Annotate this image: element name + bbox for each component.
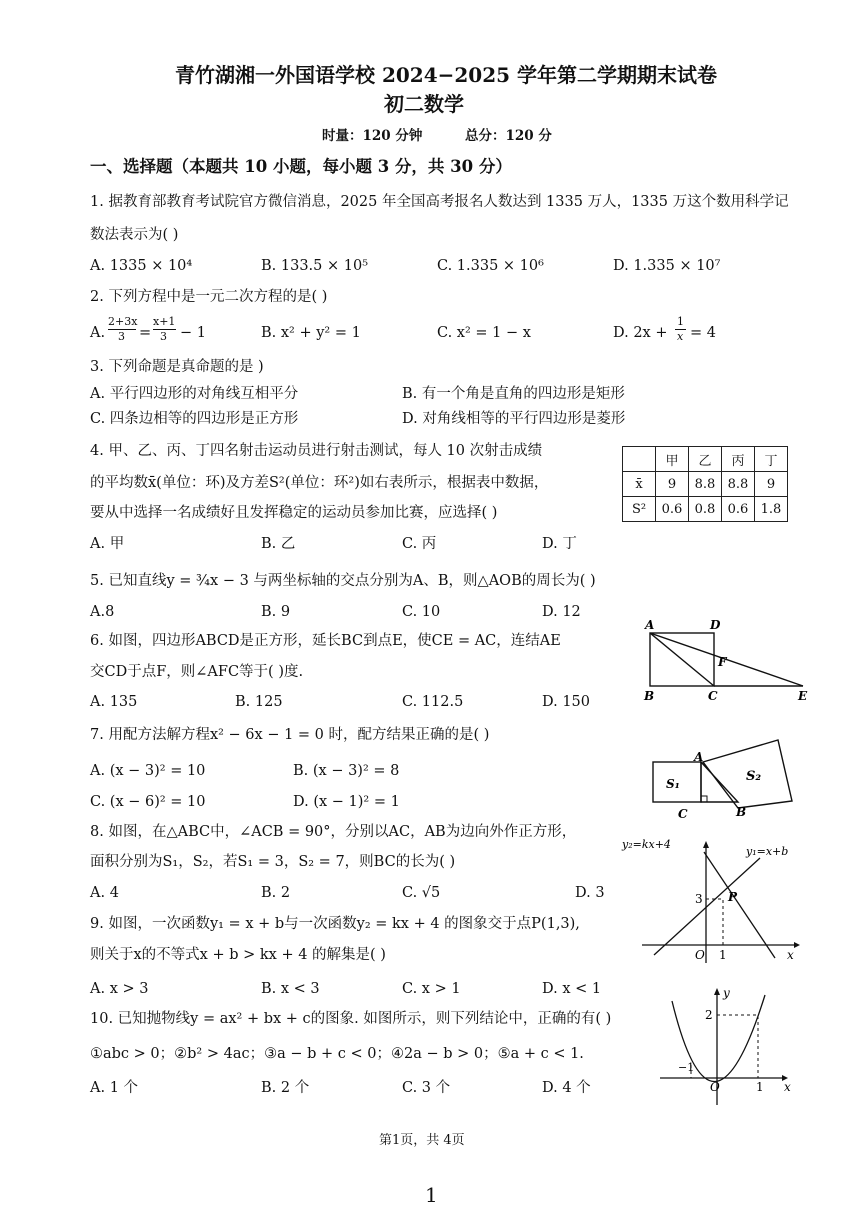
q3-option-a: A. 平行四边形的对角线互相平分 <box>90 386 299 402</box>
q8-option-d: D. 3 <box>575 885 605 901</box>
y-axis-arrow-icon <box>703 841 709 848</box>
q2-a-num2: x+1 <box>153 315 176 328</box>
label-two: 2 <box>705 1008 713 1022</box>
q2-a-equal: = <box>139 325 152 341</box>
x-axis-arrow-icon <box>794 942 800 948</box>
q8-figure <box>640 710 790 825</box>
q3-option-d: D. 对角线相等的平行四边形是菱形 <box>402 411 626 427</box>
q10-figure <box>660 985 795 1110</box>
q4-stem-line2: 的平均数x̄(单位：环)及方差S²(单位：环²)如右表所示，根据表中数据， <box>90 475 549 491</box>
q9-stem-line1: 9. 如图，一次函数y₁ = x + b与一次函数y₂ = kx + 4 的图象交于点P(1,3), <box>90 916 580 932</box>
q10-conditions: ①abc > 0；②b² > 4ac；③a − b + c < 0；④2a − b > 0；⑤a + c < 1. <box>90 1046 584 1062</box>
table-cell: 丁 <box>755 447 788 472</box>
q2-option-d-prefix: D. 2x + <box>613 325 668 341</box>
q8-option-b: B. 2 <box>261 885 291 901</box>
label-one: 1 <box>756 1080 764 1094</box>
exam-title: 青竹湖湘一外国语学校 2024−2025 学年第二学期期末试卷 <box>175 63 718 87</box>
q4-stem-line1: 4. 甲、乙、丙、丁四名射击运动员进行射击测试，每人 10 次射击成绩 <box>90 443 543 459</box>
label-y: y <box>723 986 730 1000</box>
q1-option-b: B. 133.5 × 10⁵ <box>261 258 369 274</box>
q4-option-b: B. 乙 <box>261 536 296 552</box>
table-cell: 9 <box>755 472 788 497</box>
q10-option-c: C. 3 个 <box>402 1080 451 1096</box>
table-cell: 0.6 <box>722 497 755 522</box>
q1-stem-line1: 1. 据教育部教育考试院官方微信消息，2025 年全国高考报名人数达到 1335 万人，1335 万这个数用科学记 <box>90 194 789 210</box>
q7-option-a: A. (x − 3)² = 10 <box>90 763 206 779</box>
q7-stem: 7. 用配方法解方程x² − 6x − 1 = 0 时，配方结果正确的是( ) <box>90 727 490 743</box>
q6-figure <box>640 618 820 703</box>
q9-option-a: A. x > 3 <box>90 981 149 997</box>
q6-option-b: B. 125 <box>235 694 283 710</box>
table-cell: S² <box>623 497 656 522</box>
label-d: D <box>710 618 721 632</box>
label-origin: O <box>695 948 705 962</box>
q5-stem: 5. 已知直线y = ¾x − 3 与两坐标轴的交点分别为A、B，则△AOB的周长为( ) <box>90 573 596 589</box>
table-row <box>623 497 788 522</box>
q10-stem: 10. 已知抛物线y = ax² + bx + c的图象. 如图所示，则下列结论中，正确的有( ) <box>90 1011 612 1027</box>
exam-subject: 初二数学 <box>384 92 464 116</box>
q6-option-a: A. 135 <box>90 694 138 710</box>
table-cell: 0.8 <box>689 497 722 522</box>
label-e: E <box>798 689 808 703</box>
exam-time: 时量：120 分钟 <box>322 128 423 144</box>
label-three: 3 <box>695 892 703 906</box>
table-cell: 丙 <box>722 447 755 472</box>
q8-option-a: A. 4 <box>90 885 119 901</box>
q4-stem-line3: 要从中选择一名成绩好且发挥稳定的运动员参加比赛，应选择( ) <box>90 505 498 521</box>
q2-a-tail: − 1 <box>180 325 206 341</box>
q2-option-b: B. x² + y² = 1 <box>261 325 361 341</box>
label-c: C <box>678 807 688 821</box>
q5-option-a: A.8 <box>90 604 115 620</box>
q3-stem: 3. 下列命题是真命题的是 ) <box>90 359 264 375</box>
guide-x1 <box>717 1015 758 1078</box>
q6-option-d: D. 150 <box>542 694 591 710</box>
q2-option-a-prefix: A. <box>90 325 106 341</box>
label-one: 1 <box>719 948 727 962</box>
q3-option-b: B. 有一个角是直角的四边形是矩形 <box>402 386 625 402</box>
q9-option-b: B. x < 3 <box>261 981 320 997</box>
q1-option-d: D. 1.335 × 10⁷ <box>613 258 721 274</box>
q6-option-c: C. 112.5 <box>402 694 464 710</box>
q5-option-c: C. 10 <box>402 604 441 620</box>
label-minus-one: −1 <box>678 1061 695 1074</box>
q9-option-d: D. x < 1 <box>542 981 602 997</box>
q5-option-d: D. 12 <box>542 604 581 620</box>
q2-option-c: C. x² = 1 − x <box>437 325 531 341</box>
q9-stem-line2: 则关于x的不等式x + b > kx + 4 的解集是( ) <box>90 947 386 963</box>
q7-option-d: D. (x − 1)² = 1 <box>293 794 400 810</box>
label-y2: y₂=kx+4 <box>622 838 671 851</box>
y-axis-arrow-icon <box>714 988 720 995</box>
q2-stem: 2. 下列方程中是一元二次方程的是( ) <box>90 289 328 305</box>
line-y2 <box>704 852 775 958</box>
label-b: B <box>644 689 655 703</box>
section-heading: 一、选择题（本题共 10 小题，每小题 3 分，共 30 分） <box>90 157 512 176</box>
label-a: A <box>645 618 655 632</box>
q1-option-c: C. 1.335 × 10⁶ <box>437 258 544 274</box>
page-footer: 第1页，共 4页 <box>379 1133 465 1148</box>
q2-d-den: x <box>677 330 684 343</box>
table-cell: 乙 <box>689 447 722 472</box>
q8-option-c: C. √5 <box>402 885 441 901</box>
table-row <box>623 472 788 497</box>
q10-option-d: D. 4 个 <box>542 1080 591 1096</box>
page-number: 1 <box>425 1183 438 1207</box>
table-cell: 1.8 <box>755 497 788 522</box>
label-x: x <box>787 948 794 962</box>
table-cell: 甲 <box>656 447 689 472</box>
q4-stats-table <box>622 446 788 522</box>
label-p: P <box>728 890 738 904</box>
table-cell: 8.8 <box>689 472 722 497</box>
table-cell: 8.8 <box>722 472 755 497</box>
q2-a-den2: 3 <box>160 330 167 343</box>
q10-option-b: B. 2 个 <box>261 1080 310 1096</box>
q6-stem-line1: 6. 如图，四边形ABCD是正方形，延长BC到点E，使CE = AC，连结AE <box>90 633 561 649</box>
q7-option-c: C. (x − 6)² = 10 <box>90 794 206 810</box>
table-cell: 9 <box>656 472 689 497</box>
q5-option-b: B. 9 <box>261 604 291 620</box>
label-a: A <box>694 750 704 764</box>
q2-a-num1: 2+3x <box>108 315 138 328</box>
q4-option-c: C. 丙 <box>402 536 437 552</box>
q2-d-num: 1 <box>677 315 684 328</box>
label-origin: O <box>710 1080 720 1094</box>
label-b: B <box>736 805 747 819</box>
q6-stem-line2: 交CD于点F，则∠AFC等于( )度. <box>90 664 304 680</box>
q3-option-c: C. 四条边相等的四边形是正方形 <box>90 411 299 427</box>
q1-option-a: A. 1335 × 10⁴ <box>90 258 193 274</box>
diagonal-ac <box>650 633 714 686</box>
q8-stem-line2: 面积分别为S₁，S₂，若S₁ = 3，S₂ = 7，则BC的长为( ) <box>90 854 456 870</box>
label-x: x <box>784 1080 791 1094</box>
label-c: C <box>708 689 718 703</box>
q8-stem-line1: 8. 如图，在△ABC中，∠ACB = 90°，分别以AC，AB为边向外作正方形， <box>90 824 577 840</box>
table-cell <box>623 447 656 472</box>
q9-figure <box>622 838 802 968</box>
q4-option-a: A. 甲 <box>90 536 125 552</box>
label-y1: y₁=x+b <box>746 845 789 858</box>
table-cell: 0.6 <box>656 497 689 522</box>
q2-d-tail: = 4 <box>690 325 716 341</box>
q7-option-b: B. (x − 3)² = 8 <box>293 763 400 779</box>
right-angle-mark <box>701 796 707 802</box>
q9-option-c: C. x > 1 <box>402 981 461 997</box>
exam-score: 总分：120 分 <box>465 128 552 144</box>
line-y1 <box>654 858 760 955</box>
q2-a-den1: 3 <box>118 330 125 343</box>
table-cell: x̄ <box>623 472 656 497</box>
table-row <box>623 447 788 472</box>
q4-option-d: D. 丁 <box>542 536 577 552</box>
q1-stem-line2: 数法表示为( ) <box>90 227 179 243</box>
label-s1: S₁ <box>666 777 680 791</box>
label-f: F <box>718 655 727 669</box>
label-s2: S₂ <box>746 769 762 784</box>
q10-option-a: A. 1 个 <box>90 1080 139 1096</box>
